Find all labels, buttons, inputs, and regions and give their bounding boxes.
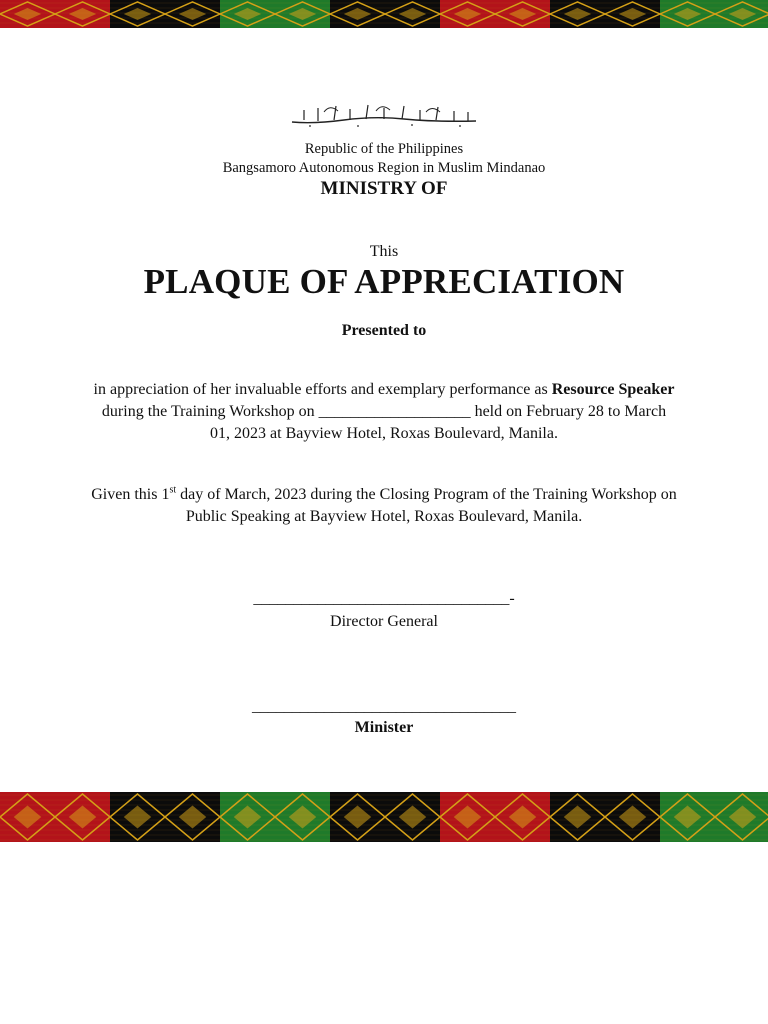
ordinal-suffix: st xyxy=(169,484,177,496)
presented-to-label: Presented to xyxy=(341,322,427,339)
this-label: This xyxy=(369,243,399,260)
given-text-1: Given this 1 xyxy=(91,486,170,503)
region-line: Bangsamoro Autonomous Region in Muslim Mindanao xyxy=(222,160,546,176)
basmala-calligraphy-image xyxy=(284,100,484,130)
ethnic-pattern-band xyxy=(0,0,768,28)
bottom-decorative-border xyxy=(0,792,768,842)
basmala-calligraphy xyxy=(0,100,768,130)
ethnic-pattern-band xyxy=(0,792,768,842)
plaque-title: PLAQUE OF APPRECIATION xyxy=(143,262,625,301)
given-paragraph xyxy=(90,484,678,528)
top-decorative-border xyxy=(0,0,768,28)
director-signature-line: ________________________________- xyxy=(253,590,515,607)
minister-signature-line: _________________________________ xyxy=(252,698,516,715)
republic-line: Republic of the Philippines xyxy=(304,141,464,157)
resource-speaker-role: Resource Speaker xyxy=(551,381,675,398)
appreciation-text-2: during the Training Workshop on ___________________ held on February 28 to March 01, 2023 at Bayview Hotel, Roxas Boulevard, Manila. xyxy=(101,403,667,442)
appreciation-paragraph xyxy=(90,379,678,445)
given-text-2: day of March, 2023 during the Closing Program of the Training Workshop on Public Speaking at Bayview Hotel, Roxas Boulevard, Manila. xyxy=(176,486,677,525)
minister-title: Minister xyxy=(354,719,414,736)
director-general-title: Director General xyxy=(330,613,438,630)
appreciation-text-1: in appreciation of her invaluable efforts and exemplary performance as xyxy=(93,381,552,398)
ministry-heading: MINISTRY OF xyxy=(320,178,448,199)
